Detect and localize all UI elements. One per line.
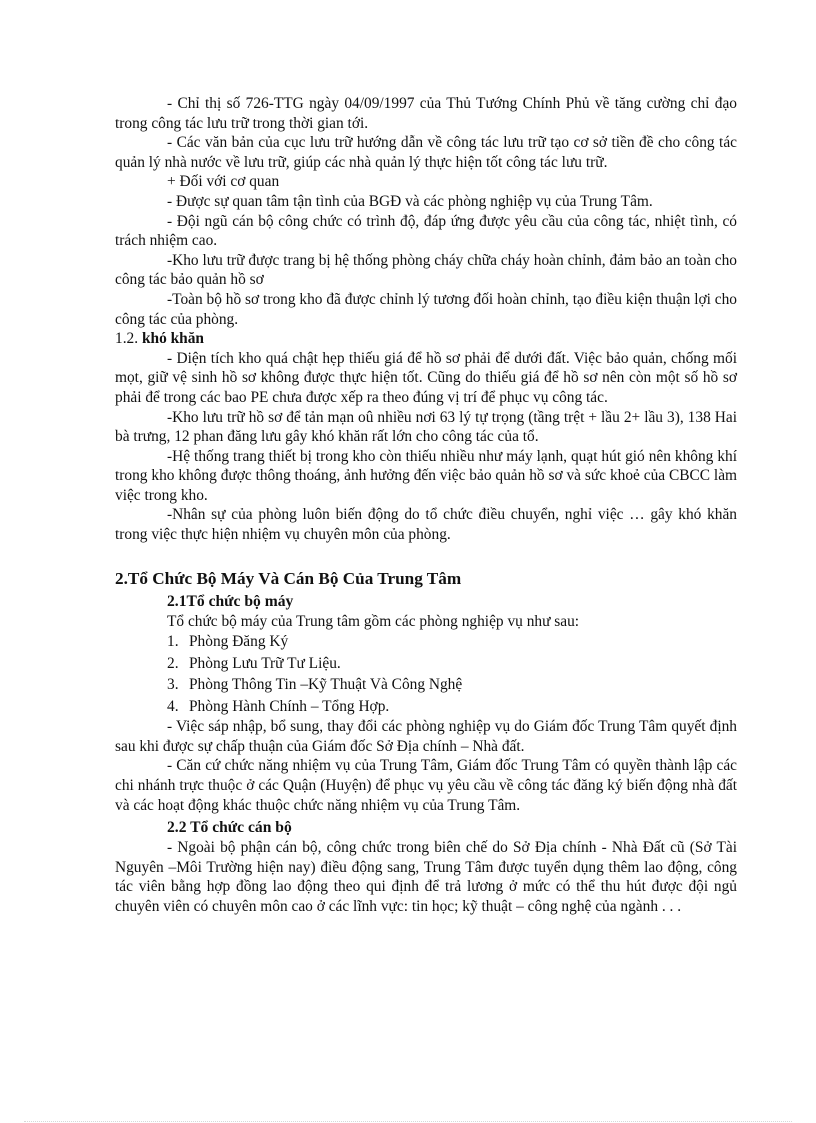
list-text: Phòng Thông Tin –Kỹ Thuật Và Công Nghệ: [189, 676, 463, 694]
paragraph: - Ngoài bộ phận cán bộ, công chức trong biên chế do Sở Địa chính - Nhà Đất cũ (Sở Tài Nguyên –Môi Trường hiện nay) điều động sang, Trung Tâm được tuyển dụng thêm lao động, công tác viên bằng hợp đồng lao động theo qui định để trả lương ở mức có thể thu hút được đội ngủ chuyên viên có chuyên môn cao ở các lĩnh vực: tin học; kỹ thuật – công nghệ của ngành . . .: [115, 839, 737, 915]
sub-heading-co-quan: + Đối với cơ quan: [167, 173, 280, 191]
heading-1-2-number: 1.2.: [115, 330, 139, 348]
list-number: 4.: [167, 697, 179, 715]
paragraph: - Việc sáp nhập, bổ sung, thay đổi các phòng nghiệp vụ do Giám đốc Trung Tâm quyết định sau khi được sự chấp thuận của Giám đốc Sở Địa chính – Nhà đất.: [115, 718, 737, 755]
heading-1-2: [115, 329, 737, 349]
section-2-1-title: 2.1Tổ chức bộ máy: [167, 592, 294, 610]
paragraph: -Hệ thống trang thiết bị trong kho còn thiếu nhiều như máy lạnh, quạt hút gió nên không khí trong kho không được thông thoáng, ảnh hưởng đến việc bảo quản hồ sơ và sức khoẻ của CBCC làm việc trong kho.: [115, 447, 737, 504]
paragraph-intro: Tổ chức bộ máy của Trung tâm gồm các phòng nghiệp vụ như sau:: [167, 612, 580, 630]
list-number: 3.: [167, 676, 179, 694]
section-2-title: 2.Tổ Chức Bộ Máy Và Cán Bộ Của Trung Tâm: [115, 568, 462, 588]
list-text: Phòng Lưu Trữ Tư Liệu.: [189, 654, 341, 672]
paragraph: - Căn cứ chức năng nhiệm vụ của Trung Tâm, Giám đốc Trung Tâm có quyền thành lập các chi nhánh trực thuộc ở các Quận (Huyện) để phục vụ yêu cầu về công tác đăng ký biến động nhà đất và các hoạt động khác thuộc chức năng nhiệm vụ của Trung Tâm.: [115, 757, 737, 814]
paragraph: -Nhân sự của phòng luôn biến động do tổ chức điều chuyển, nghỉ việc … gây khó khăn trong việc thực hiện nhiệm vụ chuyên môn của phòng.: [115, 506, 737, 544]
list-item: [115, 631, 737, 653]
heading-1-2-text: khó khăn: [141, 330, 204, 348]
list-item: [115, 696, 737, 718]
paragraph: -Kho lưu trữ hồ sơ để tản mạn oû nhiều nơi 63 lý tự trọng (tầng trệt + lầu 2+ lầu 3), 138 Hai bà trưng, 12 phan đăng lưu gây khó khăn rất lớn cho công tác của tổ.: [115, 408, 737, 446]
paragraph: - Diện tích kho quá chật hẹp thiếu giá để hồ sơ phải để dưới đất. Việc bảo quản, chống mối mọt, giữ vệ sinh hồ sơ không được thực hiện tốt. Cũng do thiếu giá để hồ sơ nên còn một số hồ sơ phải để trong các bao PE chưa được xếp ra theo đúng vị trí để phục vụ công tác.: [115, 349, 737, 406]
section-2-2-title: 2.2 Tổ chức cán bộ: [167, 819, 292, 837]
paragraph: -Kho lưu trữ được trang bị hệ thống phòng cháy chữa cháy hoàn chỉnh, đảm bảo an toàn cho công tác bảo quản hồ sơ: [115, 251, 737, 289]
paragraph: -Toàn bộ hồ sơ trong kho đã được chỉnh lý tương đối hoàn chỉnh, tạo điều kiện thuận lợi cho công tác của phòng.: [115, 290, 737, 328]
document-page: [115, 94, 737, 917]
list-number: 2.: [167, 654, 179, 672]
paragraph: - Được sự quan tâm tận tình của BGĐ và các phòng nghiệp vụ của Trung Tâm.: [167, 192, 653, 210]
page-bottom-border: [24, 1121, 792, 1122]
list-item: [115, 674, 737, 696]
paragraph: - Đội ngũ cán bộ công chức có trình độ, đáp ứng được yêu cầu của công tác, nhiệt tình, có trách nhiệm cao.: [115, 212, 737, 250]
list-text: Phòng Hành Chính – Tổng Hợp.: [189, 697, 390, 715]
department-list: [115, 631, 737, 717]
paragraph: - Các văn bản của cục lưu trữ hướng dẫn về công tác lưu trữ tạo cơ sở tiền đề cho công tác quản lý nhà nước về lưu trữ, giúp các nhà quản lý thực hiện tốt công tác lưu trữ.: [115, 134, 737, 171]
list-text: Phòng Đăng Ký: [189, 633, 289, 651]
paragraph: - Chỉ thị số 726-TTG ngày 04/09/1997 của Thủ Tướng Chính Phủ về tăng cường chỉ đạo trong công tác lưu trữ trong thời gian tới.: [115, 95, 737, 132]
list-item: [115, 653, 737, 675]
list-number: 1.: [167, 633, 179, 651]
